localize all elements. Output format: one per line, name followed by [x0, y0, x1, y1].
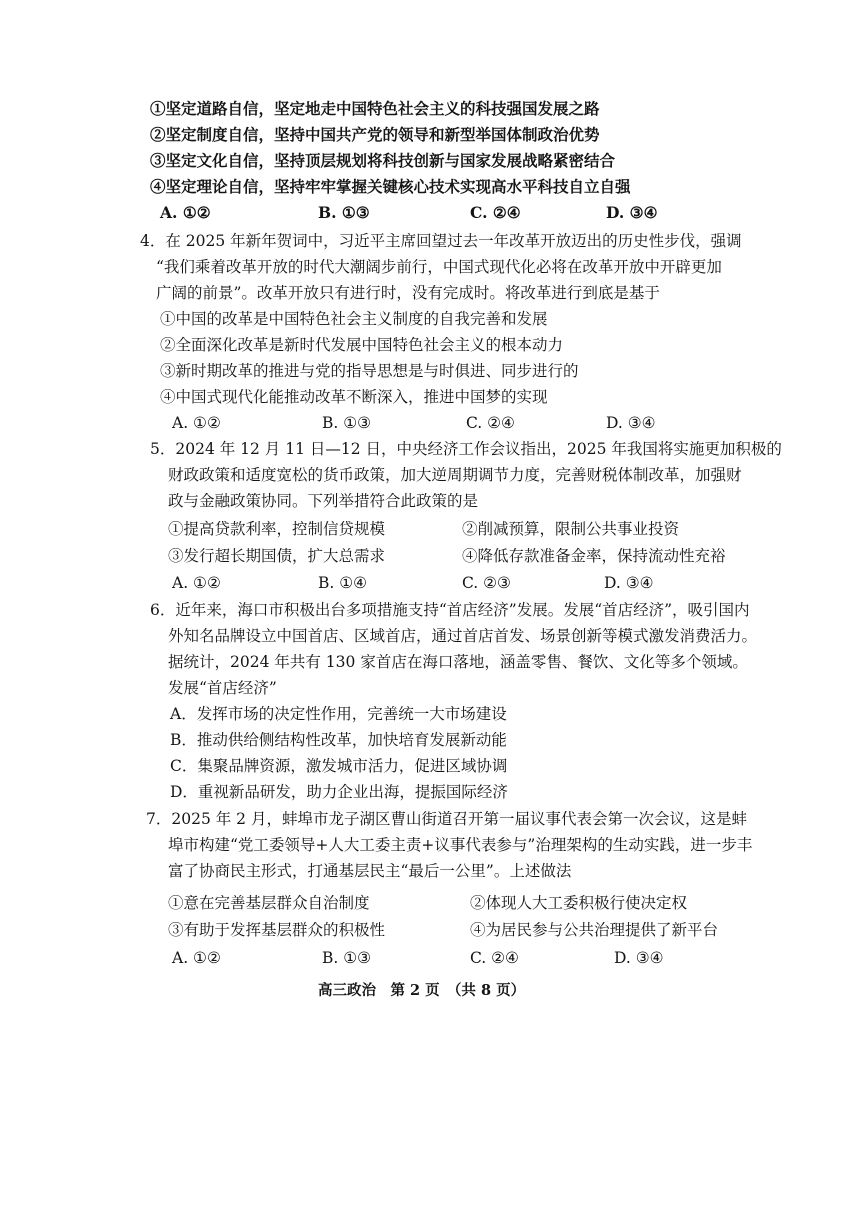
- q5-stem-line-2: 财政政策和适度宽松的货币政策，加大逆周期调节力度，完善财税体制改革，加强财: [168, 466, 742, 484]
- q7-option-c: C. ②④: [470, 949, 519, 967]
- q6-option-d: D．重视新品研发，助力企业出海，提振国际经济: [170, 783, 508, 801]
- page-footer: 高三政治 第 2 页 （共 8 页）: [318, 982, 526, 999]
- q5-option-c: C. ②③: [462, 574, 511, 592]
- q7-stem-line-1: 7．2025 年 2 月，蚌埠市龙子湖区曹山街道召开第一届议事代表会第一次会议，这是蚌: [146, 810, 747, 828]
- q3-statement-2: ②坚定制度自信，坚持中国共产党的领导和新型举国体制政治优势: [150, 125, 600, 144]
- q7-option-b: B. ①③: [322, 949, 372, 967]
- q7-stem-line-3: 富了协商民主形式，打通基层民主“最后一公里”。上述做法: [168, 862, 572, 880]
- q6-stem-line-4: 发展“首店经济”: [168, 679, 277, 697]
- q3-option-c: C. ②④: [470, 203, 521, 222]
- q4-statement-1: ①中国的改革是中国特色社会主义制度的自我完善和发展: [160, 310, 548, 328]
- q5-stem-line-3: 政与金融政策协同。下列举措符合此政策的是: [168, 492, 479, 510]
- q6-option-b: B．推动供给侧结构性改革，加快培育发展新动能: [170, 731, 507, 749]
- q3-statement-4: ④坚定理论自信，坚持牢牢掌握关键核心技术实现高水平科技自立自强: [150, 177, 631, 196]
- q4-statement-4: ④中国式现代化能推动改革不断深入，推进中国梦的实现: [160, 388, 548, 406]
- q6-stem-line-1: 6．近年来，海口市积极出台多项措施支持“首店经济”发展。发展“首店经济”，吸引国内: [150, 601, 750, 619]
- q3-option-d: D. ③④: [606, 203, 658, 222]
- q7-stem-line-2: 埠市构建“党工委领导+人大工委主责+议事代表参与”治理架构的生动实践，进一步丰: [168, 836, 753, 854]
- q6-stem-line-3: 据统计，2024 年共有 130 家首店在海口落地，涵盖零售、餐饮、文化等多个领域。: [168, 653, 748, 671]
- q5-option-d: D. ③④: [604, 574, 654, 592]
- q4-option-a: A. ①②: [172, 414, 221, 432]
- q6-stem-line-2: 外知名品牌设立中国首店、区域首店，通过首店首发、场景创新等模式激发消费活力。: [168, 627, 758, 645]
- q3-statement-1: ①坚定道路自信，坚定地走中国特色社会主义的科技强国发展之路: [150, 99, 600, 118]
- q7-option-a: A. ①②: [172, 949, 221, 967]
- q4-statement-3: ③新时期改革的推进与党的指导思想是与时俱进、同步进行的: [160, 362, 579, 380]
- q3-option-b: B. ①③: [318, 203, 370, 222]
- q7-statement-4: ④为居民参与公共治理提供了新平台: [470, 921, 719, 939]
- q4-option-d: D. ③④: [606, 414, 656, 432]
- q5-statement-4: ④降低存款准备金率，保持流动性充裕: [462, 547, 726, 565]
- q5-option-a: A. ①②: [172, 574, 221, 592]
- q7-statement-1: ①意在完善基层群众自治制度: [168, 894, 370, 912]
- q7-statement-2: ②体现人大工委积极行使决定权: [470, 894, 688, 912]
- q5-option-b: B. ①④: [318, 574, 368, 592]
- q4-option-b: B. ①③: [322, 414, 372, 432]
- q4-stem-line-3: 广阔的前景”。改革开放只有进行时，没有完成时。将改革进行到底是基于: [156, 284, 660, 302]
- q7-option-d: D. ③④: [614, 949, 664, 967]
- q3-statement-3: ③坚定文化自信，坚持顶层规划将科技创新与国家发展战略紧密结合: [150, 151, 616, 170]
- q6-option-c: C．集聚品牌资源，激发城市活力，促进区域协调: [170, 757, 508, 775]
- q6-option-a: A．发挥市场的决定性作用，完善统一大市场建设: [170, 705, 507, 723]
- q3-option-a: A. ①②: [160, 203, 211, 222]
- q5-statement-3: ③发行超长期国债，扩大总需求: [168, 547, 386, 565]
- q7-statement-3: ③有助于发挥基层群众的积极性: [168, 921, 386, 939]
- q4-stem-line-1: 4．在 2025 年新年贺词中，习近平主席回望过去一年改革开放迈出的历史性步伐，强调: [140, 232, 742, 250]
- q4-stem-line-2: “我们乘着改革开放的时代大潮阔步前行，中国式现代化必将在改革开放中开辟更加: [156, 258, 722, 276]
- q5-statement-2: ②削减预算，限制公共事业投资: [462, 520, 680, 538]
- q4-statement-2: ②全面深化改革是新时代发展中国特色社会主义的根本动力: [160, 336, 564, 354]
- q5-stem-line-1: 5．2024 年 12 月 11 日—12 日，中央经济工作会议指出，2025 年我国将实施更加积极的: [150, 440, 782, 458]
- q5-statement-1: ①提高贷款利率，控制信贷规模: [168, 520, 386, 538]
- q4-option-c: C. ②④: [466, 414, 515, 432]
